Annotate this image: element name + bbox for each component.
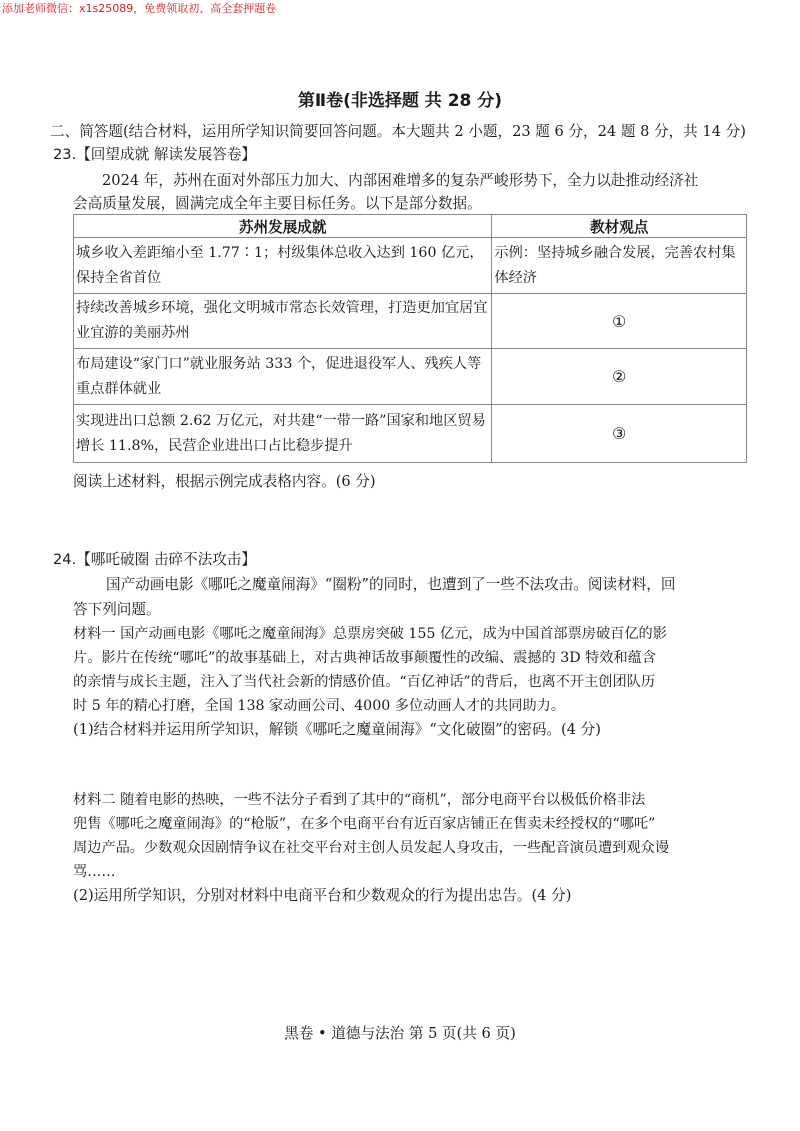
material1-line: 片。影片在传统“哪吒”的故事基础上，对古典神话故事颠覆性的改编、震撼的 3D 特效和蕴含 (73, 650, 657, 666)
answer-slot-1: ① (492, 294, 747, 349)
q24-heading: 24.【哪吒破圈 击碎不法攻击】 (53, 551, 256, 568)
achievement-cell: 实现进出口总额 2.62 万亿元，对共建“一带一路”国家和地区贸易增长 11.8%，民营企业进出口占比稳步提升 (74, 405, 492, 463)
q24-question1: (1)结合材料并运用所学知识，解锁《哪吒之魔童闹海》“文化破圈”的密码。(4 分) (73, 721, 601, 738)
achievement-cell: 持续改善城乡环境，强化文明城市常态长效管理，打造更加宜居宜业宜游的美丽苏州 (74, 294, 492, 349)
q23-intro-line1: 2024 年，苏州在面对外部压力加大、内部困难增多的复杂严峻形势下，全力以赴推动经济社 (102, 172, 699, 189)
section-intro: 二、简答题(结合材料，运用所学知识简要回答问题。本大题共 2 小题，23 题 6 分，24 题 8 分，共 14 分) (50, 123, 746, 140)
page-footer: 黑卷 • 道德与法治 第 5 页(共 6 页) (284, 1025, 516, 1042)
achievement-cell: 城乡收入差距缩小至 1.77∶1；村级集体总收入达到 160 亿元，保持全省首位 (74, 238, 492, 294)
table-row (74, 238, 747, 294)
material2-line: 骂…… (73, 864, 116, 880)
table-header-viewpoint: 教材观点 (492, 215, 747, 238)
material2-line: 兜售《哪吒之魔童闹海》的“枪版”，在多个电商平台有近百家店铺正在售卖未经授权的“哪吒” (73, 816, 656, 832)
answer-slot-2: ② (492, 349, 747, 405)
table-row (74, 294, 747, 349)
material1-line: 材料一 国产动画电影《哪吒之魔童闹海》总票房突破 155 亿元，成为中国首部票房破百亿的影 (73, 626, 667, 642)
table-row (74, 349, 747, 405)
section-title: 第Ⅱ卷(非选择题 共 28 分) (297, 91, 503, 111)
table-row (74, 405, 747, 463)
material2-line: 材料二 随着电影的热映，一些不法分子看到了其中的“商机”，部分电商平台以极低价格非法 (73, 792, 646, 808)
q24-intro-line2: 答下列问题。 (73, 601, 161, 618)
table-header-achievement: 苏州发展成就 (74, 215, 492, 238)
q24-intro-line1: 国产动画电影《哪吒之魔童闹海》“圈粉”的同时，也遭到了一些不法攻击。阅读材料，回 (106, 576, 676, 593)
material1-line: 的亲情与成长主题，注入了当代社会新的情感价值。“百亿神话”的背后，也离不开主创团队历 (73, 674, 656, 690)
q23-task: 阅读上述材料，根据示例完成表格内容。(6 分) (73, 473, 376, 490)
material1-line: 时 5 年的精心打磨，全国 138 家动画公司、4000 多位动画人才的共同助力。 (73, 698, 566, 714)
material2-line: 周边产品。少数观众因剧情争议在社交平台对主创人员发起人身攻击，一些配音演员遭到观众谩 (73, 840, 669, 856)
q23-heading: 23.【回望成就 解读发展答卷】 (53, 146, 256, 163)
achievement-cell: 布局建设“家门口”就业服务站 333 个，促进退役军人、残疾人等重点群体就业 (74, 349, 492, 405)
answer-slot-3: ③ (492, 405, 747, 463)
q24-question2: (2)运用所学知识，分别对材料中电商平台和少数观众的行为提出忠告。(4 分) (73, 887, 572, 904)
viewpoint-cell: 示例：坚持城乡融合发展，完善农村集体经济 (492, 238, 747, 294)
table-header-row (74, 215, 747, 238)
q23-intro-line2: 会高质量发展，圆满完成全年主要目标任务。以下是部分数据。 (73, 195, 482, 212)
achievements-table (73, 214, 747, 463)
header-note: 添加老师微信：x1s25089，免费领取初、高全套押题卷 (2, 2, 277, 15)
